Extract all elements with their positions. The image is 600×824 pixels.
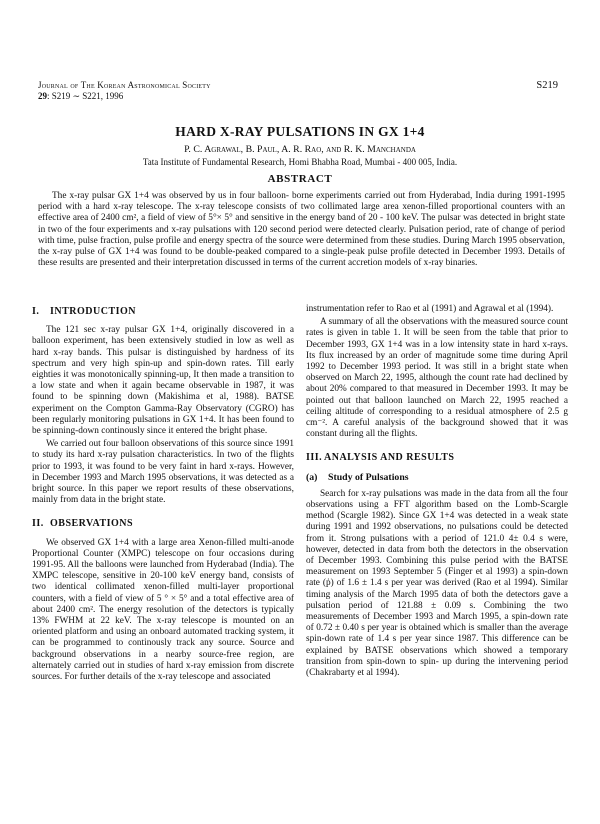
right-column xyxy=(306,304,568,679)
paper-title: HARD X-RAY PULSATIONS IN GX 1+4 xyxy=(175,124,425,139)
section-title: OBSERVATIONS xyxy=(50,518,134,530)
section-number: III. xyxy=(306,452,323,464)
authors: P. C. Agrawal, B. Paul, A. R. Rao, and R. K. Manchanda xyxy=(184,144,416,155)
analysis-paragraph-1: Search for x-ray pulsations was made in the data from all the four observations using a FFT algorithm based on the Lomb-Scargle method (Scargle 1982). Since GX 1+4 was detected in a weak state during 1991 and 1992 observations, no pulsations could be detected from it. Strong pulsations with a period of 121.0 4± 0.4 s were, however, detected in data from both the detectors in the observation of December 1993. Combining this pulse period with the BATSE measurement on 1993 September 5 (Finger et al 1993) a spin-down rate (ṗ) of 1.6 ± 1.4 s per year was derived (Rao et al 1994). Similar timing analysis of the March 1995 data of both the detectors gave a pulsation period of 121.88 ± 0.09 s. Combining the two measurements of December 1993 and March 1995, a spin-down rate of 0.72 ± 0.40 s per year is obtained which is smaller than the average spin-down rate of 1.4 s per year since 1987. This difference can be explained by BATSE observations which showed a temporary transition from spin-down to spin- up during the intervening period (Chakrabarty et al 1994). xyxy=(306,488,568,679)
abstract-text: The x-ray pulsar GX 1+4 was observed by us in four balloon- borne experiments carried out from Hyderabad, India during 1991-1995 period with a hard x-ray telescope. The x-ray telescope consists of two collimated large area xenon-filled proportional counters with an effective area of 2400 cm², a field of view of 5°× 5° and sensitive in the energy band of 20 - 100 keV. The pulsar was detected in bright state in two of the four experiments and x-ray pulsations with 120 second period were detected clearly. Pulsation period, rate of change of period with time, pulse fraction, pulse profile and energy spectra of the source were determined from these studies. During March 1995 observation, the x-ray pulse of GX 1+4 was found to be double-peaked compared to a single-peak pulse profile detected in December 1993. Details of these results are presented and their interpretation discussed in terms of the current accretion models of x-ray binaries. xyxy=(38,191,565,269)
journal-pages: : S219 ∼ S221, 1996 xyxy=(47,91,124,101)
abstract xyxy=(38,191,565,269)
intro-paragraph-1: The 121 sec x-ray pulsar GX 1+4, originally discovered in a balloon experiment, has been extensively studied in low as well as hard x-ray bands. This pulsar is distinguished by hardness of its spectrum and very high spin-up and spin-down rates. Till early eighties it was monotonically spinning-up, It then made a transition to a low state and when it again became observable in 1987, it was found to be spinning down (Makishima et al, 1988). BATSE experiment on the Compton Gamma-Ray Observatory (CGRO) has been regularly monitoring pulsations in GX 1+4. It has been found to be spinning-down continously since it entered the bright phase. xyxy=(32,325,294,437)
section-number: I. xyxy=(32,306,40,317)
section-heading-introduction xyxy=(32,306,294,317)
affiliation: Tata Institute of Fundamental Research, Homi Bhabha Road, Mumbai - 400 005, India. xyxy=(142,157,458,167)
subsection-title: Study of Pulsations xyxy=(328,471,409,483)
observations-paragraph-1: We observed GX 1+4 with a large area Xenon-filled multi-anode Proportional Counter (XMPC) telescope on four occasions during 1991-95. All the balloons were launched from Hyderabad (India). The XMPC telescope, sensitive in 20-100 keV energy band, consists of two identical collimated xenon-filled multi-layer proportional counters, with a field of view of 5 ° × 5° and a total effective area of about 2400 cm². The energy resolution of the detectors is typically 13% FWHM at 22 keV. The x-ray telescope is mounted on an oriented platform and using an onboard automated tracking system, it can be programmed to continously track any source. Source and background observations in a nearby source-free region, are alternately carried out in studies of hard x-ray emission from discrete sources. For further details of the x-ray telescope and associated xyxy=(32,537,294,683)
intro-paragraph-2: We carried out four balloon observations of this source since 1991 to study its hard x-ray pulsation characteristics. In two of the flights prior to 1993, it was found to be very faint in hard x-rays. However, in December 1993 and March 1995 observations, it was detected as a bright source. In this paper we report results of these observations, mainly from data in the bright state. xyxy=(32,439,294,506)
journal-citation xyxy=(38,91,211,102)
left-column xyxy=(32,306,294,683)
section-number: II. xyxy=(32,518,44,530)
subsection-number: (a) xyxy=(306,471,318,483)
observations-paragraph-2: instrumentation refer to Rao et al (1991) and Agrawal et al (1994). xyxy=(306,304,554,314)
page-number: S219 xyxy=(536,80,558,91)
journal-name: Journal of The Korean Astronomical Society xyxy=(38,80,211,90)
subsection-heading-pulsations xyxy=(306,472,568,483)
section-title: ANALYSIS AND RESULTS xyxy=(324,452,455,464)
section-heading-observations xyxy=(32,518,294,529)
abstract-heading: ABSTRACT xyxy=(267,173,333,185)
observations-paragraph-3: A summary of all the observations with the measured source count rates is given in table 1. It will be seen from the table that prior to December 1993, GX 1+4 was in a low intensity state in hard x-rays. Its flux increased by an order of magnitude some time during April 1992 to December 1993 period. It was still in a bright state when observed on March 22, 1995, although the count rate had declined by about 20% compared to that measured in December 1993. It may be pointed out that balloon launched on March 22, 1995 reached a ceiling altitude of corresponding to a residual atmosphere of 2.5 g cm⁻². A careful analysis of the background showed that it was constant during all the flights. xyxy=(306,317,568,440)
journal-volume: 29 xyxy=(38,91,47,101)
journal-header xyxy=(38,80,211,102)
section-heading-analysis xyxy=(306,452,568,463)
section-title: INTRODUCTION xyxy=(50,306,137,317)
